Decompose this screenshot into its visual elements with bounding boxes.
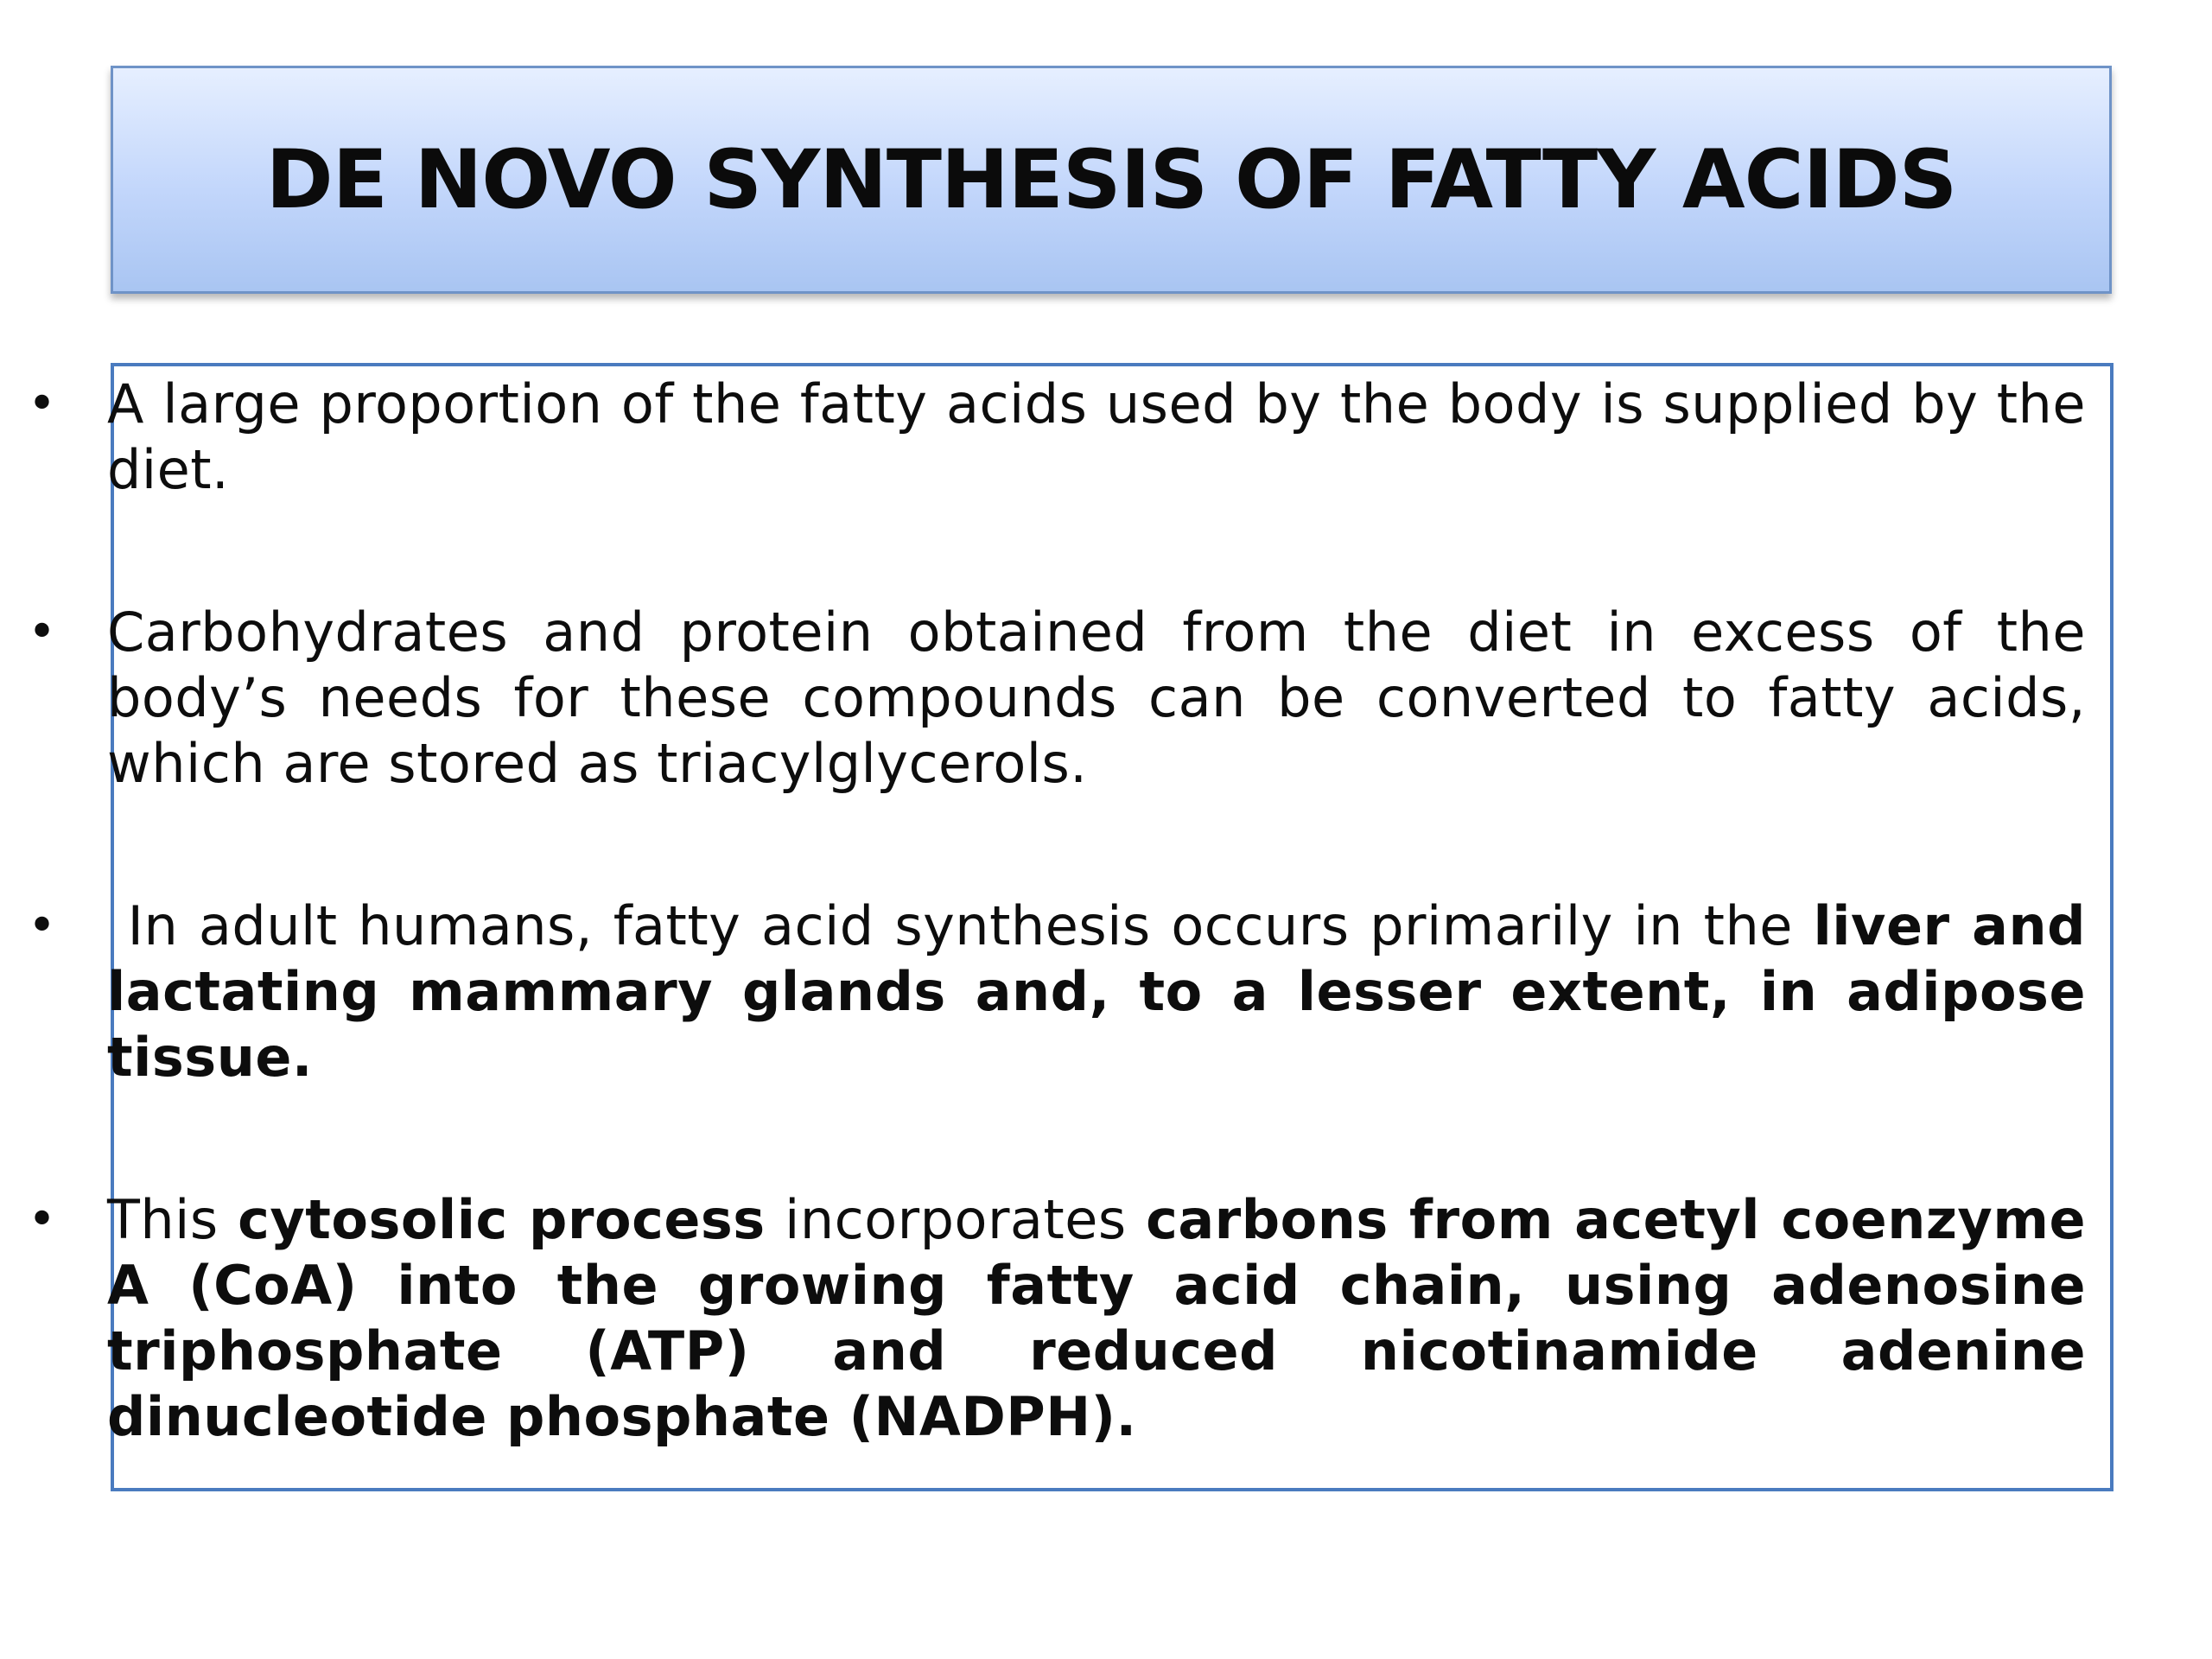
bullet-4-text-a: This — [107, 1188, 238, 1251]
bullet-4-text-b: incorporates — [765, 1188, 1147, 1251]
slide-title: DE NOVO SYNTHESIS OF FATTY ACIDS — [265, 132, 1957, 227]
bullet-3-text: In adult humans, fatty acid synthesis occurs primarily in the — [107, 894, 1814, 957]
bullet-1-text: A large proportion of the fatty acids used by the body is supplied by the diet. — [107, 372, 2086, 501]
bullet-4-bold-a: cytosolic process — [238, 1188, 766, 1251]
bullet-item-4 — [28, 1187, 2087, 1450]
bullet-4-bold-b: carbons from acetyl coenzyme A (CoA) into the growing fatty acid chain, using adenosine triphosphate (ATP) and reduced nicotinamide adenine dinucleotide phosphate (NADPH). — [107, 1188, 2087, 1448]
bullet-item-2 — [28, 600, 2086, 797]
bullet-2-text: Carbohydrates and protein obtained from the diet in excess of the body’s needs for these compounds can be converted to fatty acids, which are stored as triacylglycerols. — [107, 601, 2086, 795]
bullet-icon: • — [28, 604, 57, 660]
title-box — [111, 66, 2112, 294]
bullet-icon: • — [28, 1192, 57, 1248]
bullet-item-3 — [28, 893, 2086, 1090]
bullet-icon: • — [28, 376, 57, 432]
bullet-3-bold-text: liver and lactating mammary glands and, to a lesser extent, in adipose tissue. — [107, 894, 2086, 1089]
bullet-icon: • — [28, 898, 57, 954]
bullet-item-1 — [28, 372, 2086, 503]
